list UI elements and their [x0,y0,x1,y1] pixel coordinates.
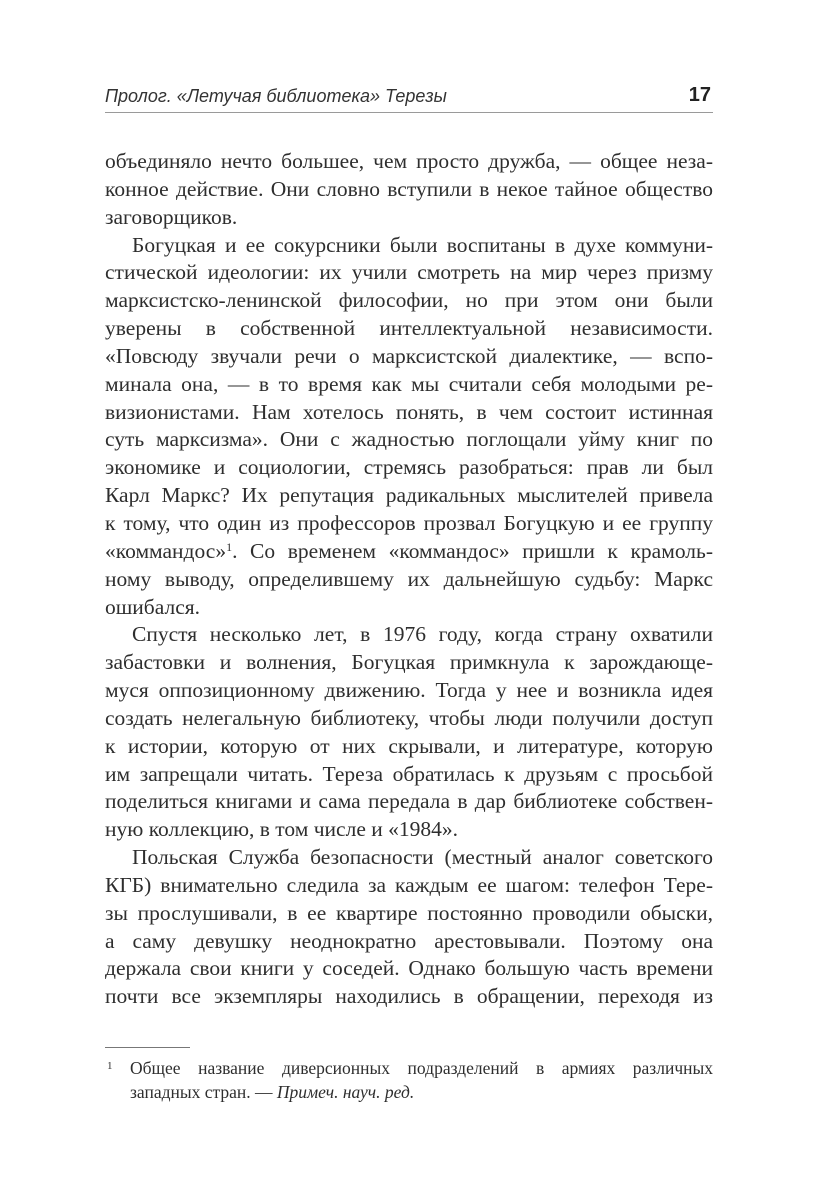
paragraph [105,148,713,232]
text-line: к тому, что один из профессоров прозвал Богуцкую и ее группу [105,510,713,535]
text-line: Польская Служба безопасности (местный аналог советского [132,845,713,870]
text-line: держала свои книги у соседей. Однако большую часть времени [105,956,713,981]
text-line: к истории, которую от них скрывали, и литературе, которую [105,733,713,758]
footnote [105,1056,713,1104]
footnote-ref[interactable]: 1 [226,539,233,554]
running-header [105,84,713,113]
editor-note: Примеч. науч. ред. [276,1082,415,1102]
page-number: 17 [688,84,711,106]
text-line: уверены в собственной интеллектуальной независимости. [105,316,713,341]
text-line: поделиться книгами и сама передала в дар библиотеке собствен- [105,789,713,814]
text-line [105,538,713,566]
footnote-line [130,1080,713,1104]
text-line: Богуцкая и ее сокурсники были воспитаны в духе коммуни- [132,232,713,257]
text-line: зы прослушивали, в ее квартире постоянно проводили обыски, [105,900,713,925]
running-title: Пролог. «Летучая библиотека» Терезы [105,86,447,106]
text-line: визионистами. Нам хотелось понять, в чем состоит истинная [105,399,713,424]
footnote-text: западных стран. — [130,1082,277,1102]
text-line: конное действие. Они словно вступили в некое тайное общество [105,176,713,201]
text-line: суть марксизма». Они с жадностью поглощали уйму книг по [105,427,713,452]
text-line: им запрещали читать. Тереза обратилась к друзьям с просьбой [105,761,713,786]
footnote-mark: 1 [107,1060,113,1072]
text-line: заговорщиков. [105,204,238,229]
text-line: экономике и социологии, стремясь разобраться: прав ли был [105,455,713,480]
text-line: минала она, — в то время как мы считали себя молодыми ре- [105,371,713,396]
text-fragment: «коммандос» [105,538,227,563]
paragraph [105,621,713,844]
text-line: а саму девушку неоднократно арестовывали. Поэтому она [105,928,713,953]
paragraph [105,232,713,622]
text-line: муся оппозиционному движению. Тогда у нее и возникла идея [105,678,713,703]
text-line: создать нелегальную библиотеку, чтобы люди получили доступ [105,705,713,730]
text-line: КГБ) внимательно следила за каждым ее шагом: телефон Тере- [105,872,713,897]
body-text [105,148,713,1011]
paragraph [105,844,713,1011]
text-line: ошибался. [105,594,201,619]
text-line: стической идеологии: их учили смотреть на мир через призму [105,260,713,285]
footnote-divider [105,1047,190,1048]
text-line: почти все экземпляры находились в обращении, переходя из [105,984,713,1009]
text-line: ному выводу, определившему их дальнейшую судьбу: Маркс [105,566,713,591]
text-fragment: . Со временем «коммандос» пришли к крамоль- [232,538,713,563]
text-line: объединяло нечто большее, чем просто дружба, — общее неза- [105,149,713,173]
text-line: ную коллекцию, в том числе и «1984». [105,817,459,842]
text-line: «Повсюду звучали речи о марксистской диалектике, — вспо- [105,343,713,368]
text-line: марксистско-ленинской философии, но при этом они были [105,288,713,313]
footnote-line: Общее название диверсионных подразделений в армиях различных [130,1058,713,1078]
text-line: Спустя несколько лет, в 1976 году, когда страну охватили [132,622,713,647]
text-line: забастовки и волнения, Богуцкая примкнула к зарождающе- [105,650,713,675]
text-line: Карл Маркс? Их репутация радикальных мыслителей привела [105,483,713,508]
